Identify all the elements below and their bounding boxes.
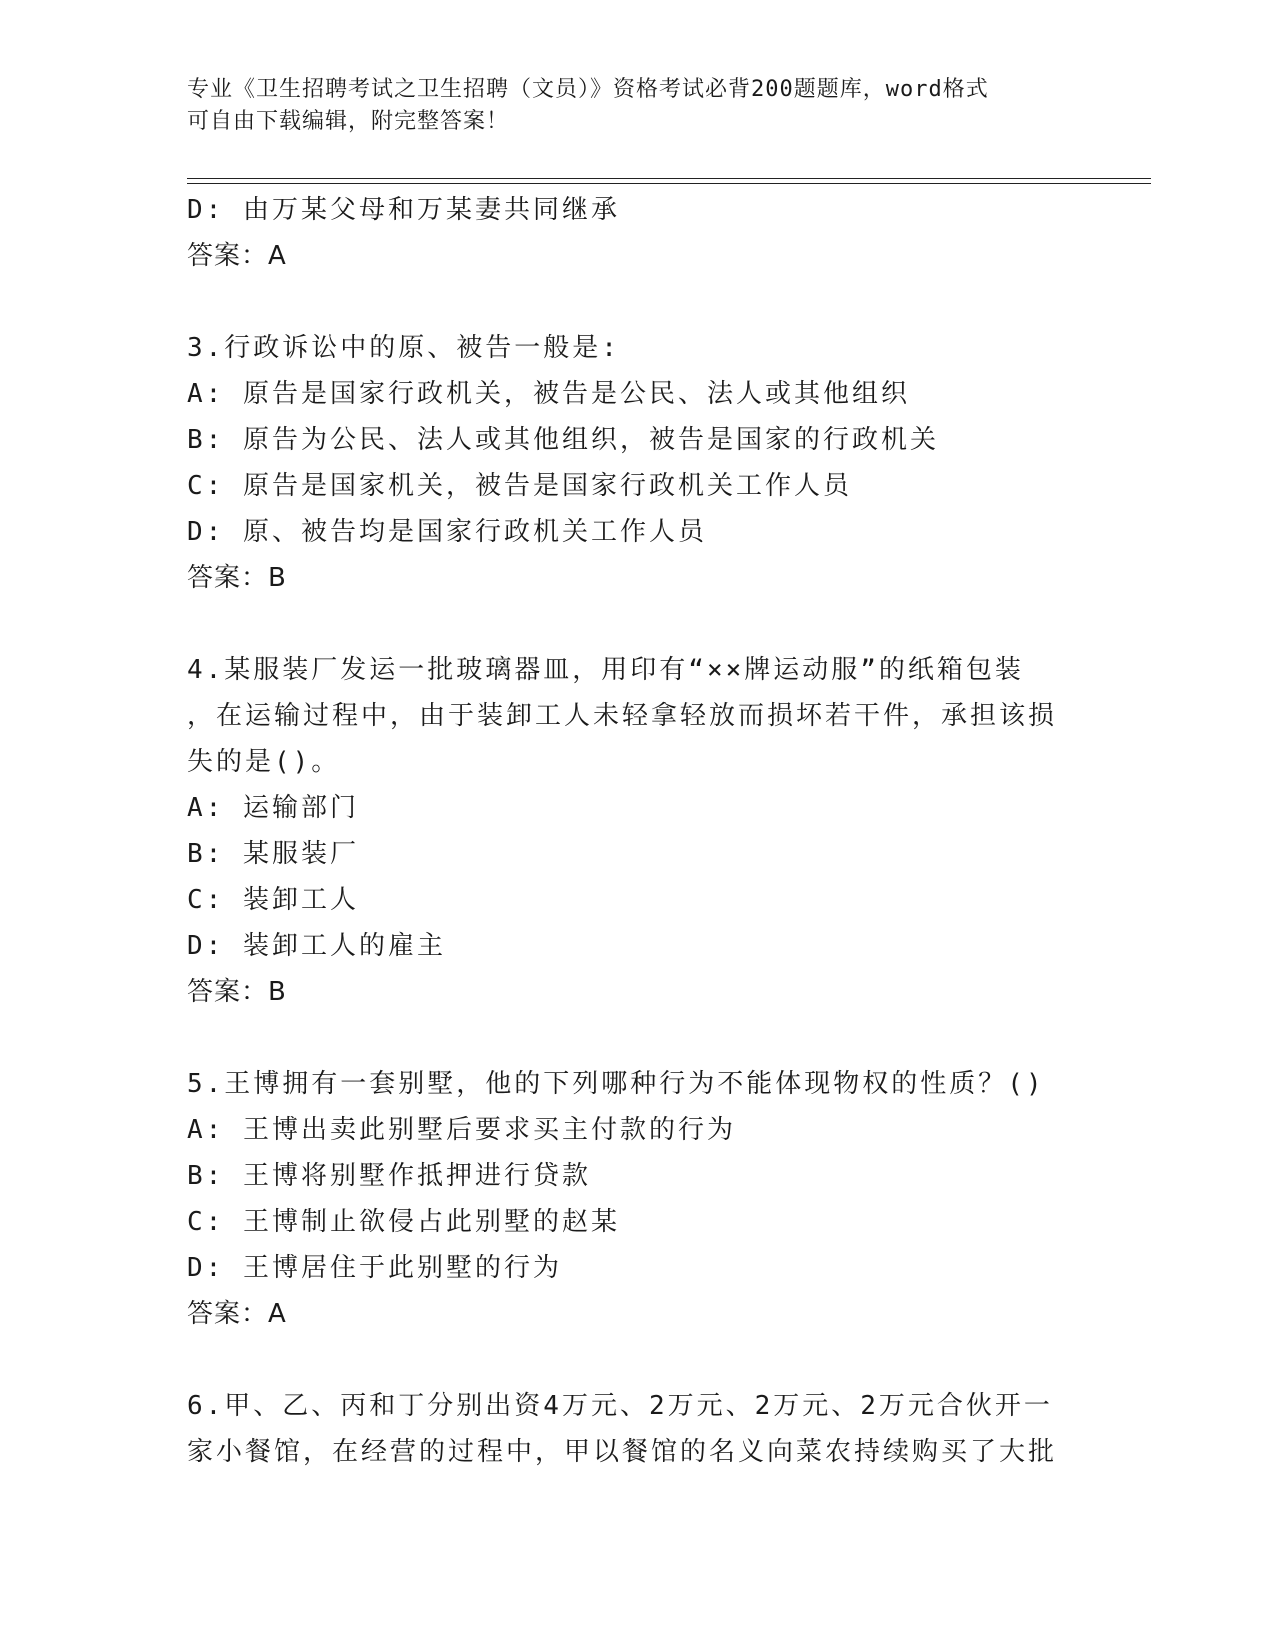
question-4 [187,647,1067,1015]
page-header [187,74,1067,138]
option-c: C: 原告是国家机关，被告是国家行政机关工作人员 [187,471,852,501]
option-a: A: 王博出卖此别墅后要求买主付款的行为 [187,1115,736,1145]
spacer [187,1015,1067,1061]
header-rule-bottom [187,183,1151,184]
option-c: C: 装卸工人 [187,885,359,915]
question-stem-line-1: 4.某服装厂发运一批玻璃器皿，用印有“××牌运动服”的纸箱包装 [187,655,1024,685]
question-stem: 3.行政诉讼中的原、被告一般是: [187,333,620,363]
option-b: B: 某服装厂 [187,839,359,869]
option-d: D: 原、被告均是国家行政机关工作人员 [187,517,707,547]
option-b: B: 王博将别墅作抵押进行贷款 [187,1161,591,1191]
answer-label: 答案：B [187,563,287,593]
option-d: D: 由万某父母和万某妻共同继承 [187,195,620,225]
question-stem: 5.王博拥有一套别墅，他的下列哪种行为不能体现物权的性质？() [187,1069,1045,1099]
option-d: D: 装卸工人的雇主 [187,931,446,961]
question-stem-line-3: 失的是()。 [187,747,341,777]
spacer [187,601,1067,647]
answer-label: 答案：A [187,241,287,271]
option-b: B: 原告为公民、法人或其他组织，被告是国家的行政机关 [187,425,939,455]
question-stem-line-2: 家小餐馆，在经营的过程中，甲以餐馆的名义向菜农持续购买了大批 [187,1437,1058,1467]
option-d: D: 王博居住于此别墅的行为 [187,1253,562,1283]
option-c: C: 王博制止欲侵占此别墅的赵某 [187,1207,620,1237]
question-stem-line-2: ，在运输过程中，由于装卸工人未轻拿轻放而损坏若干件，承担该损 [187,701,1058,731]
header-line-2: 可自由下载编辑，附完整答案！ [187,109,510,134]
spacer [187,279,1067,325]
option-a: A: 运输部门 [187,793,359,823]
question-5 [187,1061,1067,1337]
option-a: A: 原告是国家行政机关，被告是公民、法人或其他组织 [187,379,910,409]
question-6 [187,1383,1067,1475]
question-3 [187,325,1067,601]
header-line-1: 专业《卫生招聘考试之卫生招聘（文员）》资格考试必背200题题库，word格式 [187,77,989,102]
question-2-tail [187,187,1067,279]
spacer [187,1337,1067,1383]
question-stem-line-1: 6.甲、乙、丙和丁分别出资4万元、2万元、2万元、2万元合伙开一 [187,1391,1053,1421]
answer-label: 答案：A [187,1299,287,1329]
header-rule-top [187,178,1151,179]
question-list [187,187,1067,1475]
answer-label: 答案：B [187,977,287,1007]
